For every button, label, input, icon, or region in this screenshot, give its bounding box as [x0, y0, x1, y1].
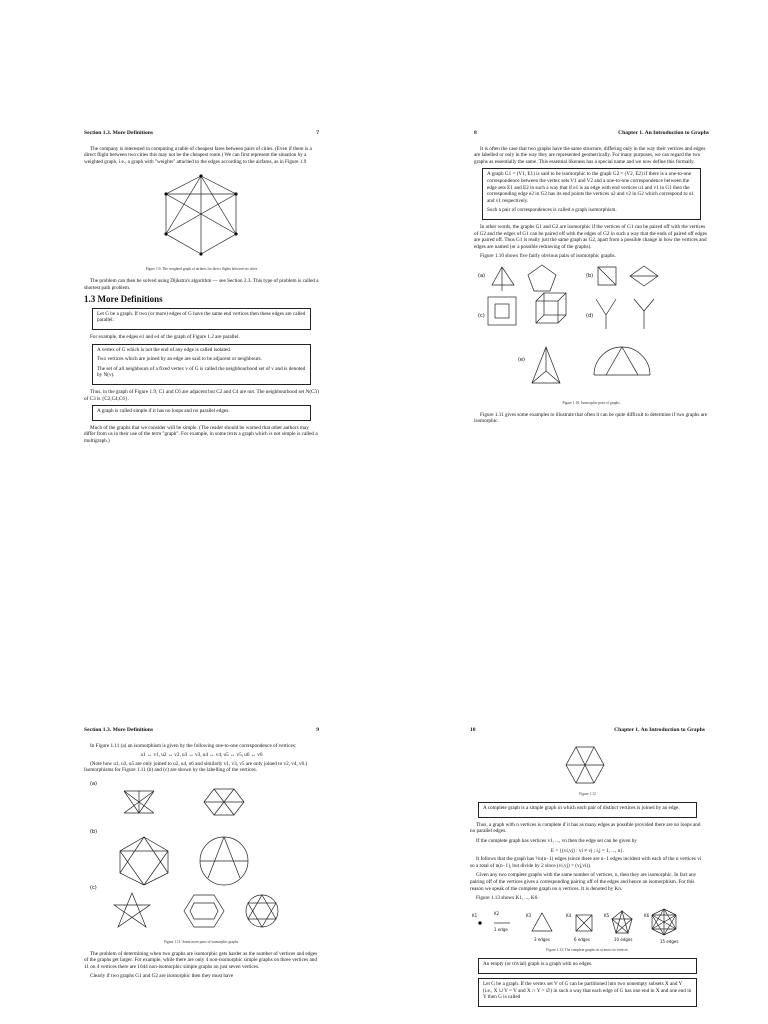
k2-label: K2: [494, 910, 500, 916]
label-a: (a): [90, 780, 97, 787]
paragraph: Much of the graphs that we consider will be simple. (The reader should be warned that other authors may differ from us in their use of the term "graph". For example, in some texts a graph which is not simple is called a multigraph.): [84, 424, 318, 444]
figure-caption: Figure 1.11: Some more pairs of isomorphic graphs.: [163, 939, 240, 944]
isomorphic-pairs-figure: [474, 263, 709, 398]
page-number: 9: [316, 727, 319, 733]
edge-count-label: 15 edges: [660, 938, 679, 944]
complete-graphs-figure: [470, 905, 705, 945]
definition-text: The set of all neighbours of a fixed vertex v of G is called the neighbourhood set of v and is denoted by N(v).: [97, 365, 306, 379]
paragraph: Figure 1.10 shows five fairly obvious pairs of isomorphic graphs.: [480, 253, 616, 260]
paragraph: (Note how u1, u3, u5 are only joined to u2, u4, u6 and similarly v1, v3, v5 are only joined to v2, v4, v6.) Isomorphisms for Figure 1.11 (b) and (c) are shown by the labelling of the vertices.: [84, 760, 308, 774]
definition-text: A graph is called simple if it has no loops and no parallel edges.: [97, 408, 230, 415]
paragraph: In other words, the graphs G1 and G2 are isomorphic if the vertices of G1 can be paired off with the vertices of G2 and the edges of G1 can be paired off with the edges of G2 in such a way that the ends of paired off edges are paired off. Thus G1 is really just the same graph as G2, apart from a possible change in how the vertices and edges are named (or a possible redrawing of the graphs).: [474, 223, 707, 250]
section-heading: 1.3 More Definitions: [84, 294, 163, 305]
page-number: 10: [470, 727, 476, 733]
definition-box: [478, 978, 697, 1007]
paragraph: In Figure 1.11 (a) an isomorphism is given by the following one-to-one correspondence of vertices:: [90, 742, 297, 749]
paragraph: Thus, a graph with n vertices is complete if it has as many edges as possible provided there are no loops and no parallel edges.: [470, 821, 701, 835]
k1-label: K1: [472, 912, 478, 918]
section-title: Section 1.3. More Definitions: [84, 727, 154, 733]
definition-box: [92, 344, 311, 385]
definition-box: [478, 958, 697, 974]
paragraph: Clearly if two graphs G1 and G2 are isomorphic then they must have: [90, 973, 234, 980]
page-header: [84, 130, 319, 137]
page-9: [84, 727, 319, 983]
definition-text: An empty (or trivial) graph is a graph with no edges.: [483, 961, 593, 968]
figure-caption: Figure 1.10: Isomorphic pairs of graphs.: [562, 400, 621, 405]
hexagon-graph-figure: [470, 743, 705, 789]
page-10: [470, 727, 705, 1011]
definition-box: [478, 802, 697, 818]
definition-text: Let G be a graph. If the vertex set V of G can be partitioned into two nonempty subsets X and Y (i.e., X ∪ Y = V and X ∩ Y = ∅) in such a way that each edge of G has one end in X and one end in Y then G is called: [483, 980, 692, 1001]
label-e: (e): [518, 356, 525, 363]
edge-count-label: 1 edge: [494, 926, 508, 932]
figure-caption: Figure 1.13: The complete graphs on at most six vertices.: [546, 947, 629, 952]
k5-label: K5: [604, 912, 610, 918]
chapter-title: Chapter 1. An Introduction to Graphs: [618, 130, 709, 136]
paragraph: Figure 1.11 gives some examples to illustrate that often it can be quite difficult to determine if two graphs are isomorphic.: [474, 411, 708, 425]
equation: u1 ↔ v1, u2 ↔ v2, u3 ↔ v3, u4 ↔ v4, u5 ↔ v5, u6 ↔ v6: [140, 752, 263, 759]
edge-count-label: 6 edges: [574, 936, 590, 942]
page-header: [474, 130, 709, 137]
figure-caption: Figure 1.12: [579, 791, 596, 796]
definition-text: A graph G1 = (V1, E1) is said to be isomorphic to the graph G2 = (V2, E2) if there is a one-to-one correspondence between the vertex sets V1 and V2 and a one-to-one correspondence between the edge sets E1 and E2 in such a way that if e1 is an edge with end vertices u1 and v1 in G1 then the corresponding edge e2 in G2 has its end points the vertices u2 and v2 in G2 which correspond to u1 and v1 respectively.: [487, 171, 695, 204]
definition-box: [482, 168, 701, 220]
definition-text: Two vertices which are joined by an edge are said to be adjacent or neighbours.: [97, 356, 262, 363]
definition-text: Such a pair of correspondences is called a graph isomorphism.: [487, 207, 617, 214]
paragraph: The problem of determining when two graphs are isomorphic gets harder as the number of vertices and edges of the graphs get larger. For example, while there are only 4 non-isomorphic simple graphs on three vertices and 11 on 4 vertices there are 1044 non-isomorphic simple graphs on just seven vertices.: [84, 950, 318, 970]
paragraph: Given any two complete graphs with the same number of vertices, n, then they are isomorphic. In fact any pairing off of the vertices gives a corresponding pairing off of the edges and hence an isomorphism. For this reason we speak of the complete graph on n vertices. It is denoted by Kn.: [470, 872, 697, 892]
page-number: 7: [316, 130, 319, 136]
label-a: (a): [478, 272, 485, 279]
definition-box: [92, 308, 311, 330]
paragraph: For example, the edges e1 and e4 of the graph of Figure 1.2 are parallel.: [90, 333, 240, 340]
paragraph: If the complete graph has vertices v1, ..., vn then the edge set can be given by: [476, 837, 637, 844]
definition-text: Let G be a graph. If two (or more) edges of G have the same end vertices then these edges are called parallel.: [97, 310, 306, 324]
k4-label: K4: [566, 912, 572, 918]
label-c: (c): [90, 884, 97, 891]
definition-text: A vertex of G which is not the end of any edge is called isolated.: [97, 346, 232, 353]
definition-box: [92, 405, 311, 421]
definition-text: A complete graph is a simple graph in which each pair of distinct vertices is joined by an edge.: [483, 805, 680, 812]
paragraph: Thus, in the graph of Figure 1.9, C1 and C6 are adjacent but C2 and C4 are not. The neighbourhood set N(C3) of C3 is {C2,C4,C6}.: [84, 388, 319, 402]
edge-count-label: 10 edges: [614, 936, 633, 942]
k6-label: K6: [644, 912, 650, 918]
k3-label: K3: [526, 912, 532, 918]
paragraph: It follows that the graph has ½n(n−1) edges (since there are n−1 edges incident with each of the n vertices vi so a total of n(n−1), but divide by 2 since (vi,vj) = (vj,vi)).: [470, 856, 702, 869]
weighted-graph-figure: [84, 168, 319, 264]
chapter-title: Chapter 1. An Introduction to Graphs: [614, 727, 705, 733]
paragraph: Figure 1.13 shows K1, ..., K6.: [476, 895, 539, 902]
edge-count-label: 3 edges: [534, 936, 550, 942]
paragraph: It is often the case that two graphs have the same structure, differing only in the way their vertices and edges are labelled or only in the way they are represented geometrically. For many purposes, we can regard the two graphs as essentially the same. This essential likeness has a special name and we now define this formally.: [474, 145, 706, 165]
equation: E = {(vi,vj) : vi ≠ vj ; i,j = 1, ..., n}.: [550, 847, 625, 854]
label-d: (d): [586, 312, 594, 319]
label-b: (b): [586, 272, 594, 279]
isomorphic-graphs-figure: [84, 777, 319, 937]
page-number: 8: [474, 130, 477, 136]
page-header: [84, 727, 319, 734]
page-header: [470, 727, 705, 734]
label-c: (c): [478, 312, 485, 319]
paragraph: The problem can then be solved using Dijkstra's algorithm — see Section 2.3. This type of problem is called a shortest path problem.: [84, 277, 319, 291]
figure-caption: Figure 1.9: The weighted graph of airfares for direct flights between six cities: [145, 267, 258, 272]
label-b: (b): [90, 828, 98, 835]
section-title: Section 1.3. More Definitions: [84, 130, 154, 136]
paragraph: The company is interested in computing a table of cheapest fares between pairs of cities. (Even if there is a direct flight between two cities this may not be the cheapest route.) We can first represent the situation by a weighted graph, i.e., a graph with "weights" attached to the edges according to the airfares, as in Figure 1.9: [84, 145, 312, 165]
page-8: [474, 130, 709, 428]
page-7: [84, 130, 319, 447]
